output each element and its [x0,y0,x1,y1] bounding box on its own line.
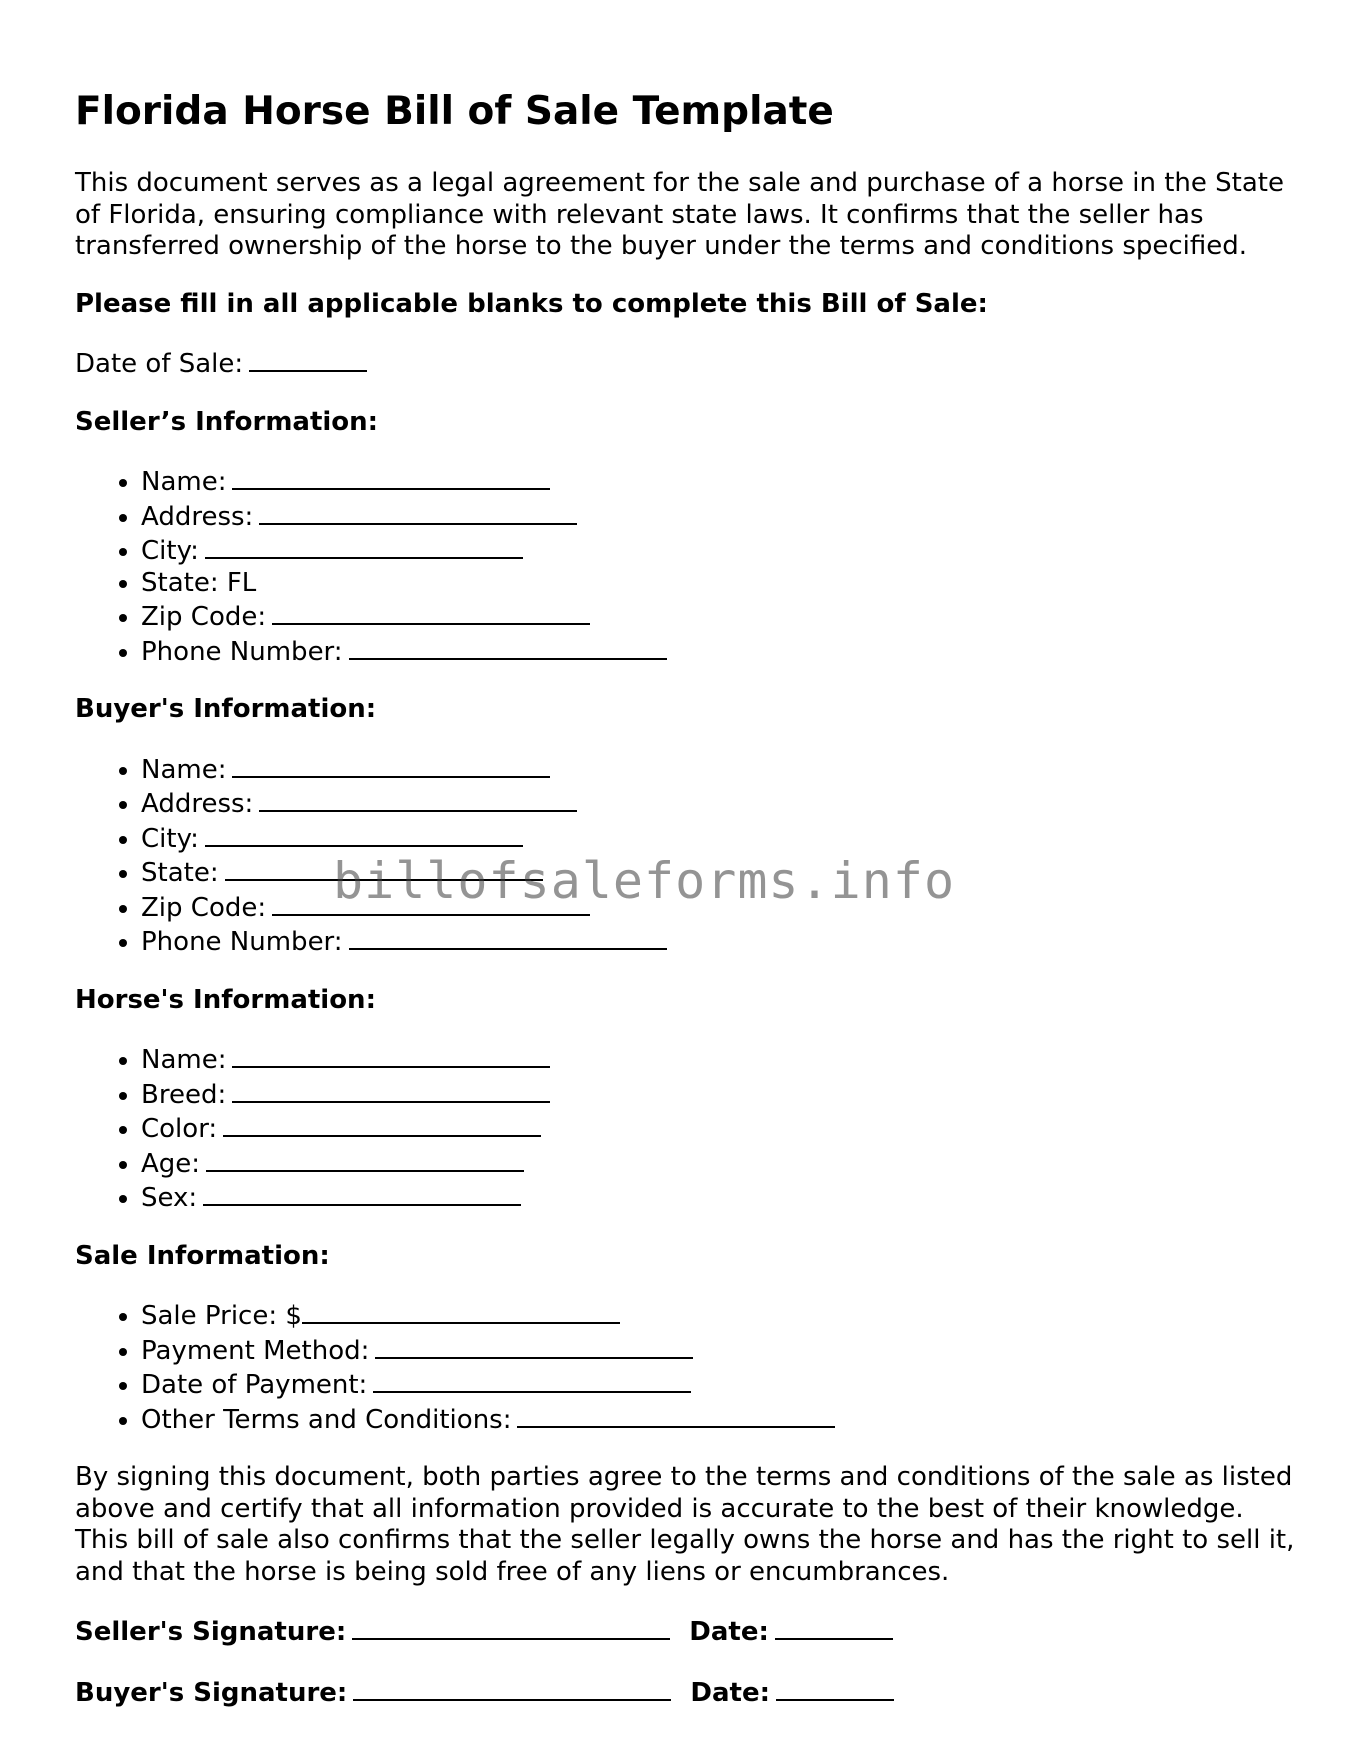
buyer-name-field[interactable] [232,752,550,778]
seller-date-label: Date: [689,1617,769,1647]
list-item [141,1298,1295,1333]
sale-price-field[interactable] [302,1298,620,1324]
horse-color-label: Color: [141,1114,218,1144]
seller-signature-line [75,1614,1295,1649]
seller-city-field[interactable] [205,533,523,559]
list-item [141,634,1295,669]
horse-breed-label: Breed: [141,1079,227,1110]
payment-date-field[interactable] [373,1367,691,1393]
list-item [141,499,1295,534]
buyer-name-label: Name: [141,754,227,785]
date-of-sale-line [75,346,1295,381]
seller-zip-field[interactable] [272,599,590,625]
list-item [141,1180,1295,1215]
sale-list [75,1298,1295,1436]
other-terms-field[interactable] [517,1402,835,1428]
list-item [141,599,1295,634]
list-item [141,752,1295,787]
horse-list [75,1042,1295,1215]
seller-signature-field[interactable] [352,1614,670,1640]
buyer-signature-label: Buyer's Signature: [75,1677,348,1708]
payment-method-field[interactable] [375,1333,693,1359]
seller-phone-label: Phone Number: [141,636,343,667]
horse-heading: Horse's Information: [75,984,376,1015]
sale-heading: Sale Information: [75,1240,330,1271]
buyer-city-label: City: [141,823,199,854]
list-item [141,1111,1295,1146]
buyer-phone-label: Phone Number: [141,927,343,957]
other-terms-label: Other Terms and Conditions: [141,1404,512,1435]
seller-date-field[interactable] [775,1614,893,1640]
list-item [141,568,1295,600]
seller-zip-label: Zip Code: [141,602,267,632]
horse-color-field[interactable] [223,1111,541,1137]
seller-address-label: Address: [141,501,254,532]
list-item [141,821,1295,856]
seller-list [75,464,1295,668]
list-item [141,924,1295,959]
buyer-city-field[interactable] [205,821,523,847]
buyer-address-label: Address: [141,789,254,819]
seller-address-field[interactable] [259,499,577,525]
horse-name-field[interactable] [232,1042,550,1068]
buyer-state-label: State: [141,858,219,888]
list-item [141,1077,1295,1112]
seller-name-label: Name: [141,467,227,497]
seller-name-field[interactable] [232,464,550,490]
page-title: Florida Horse Bill of Sale Template [75,89,834,134]
list-item [141,533,1295,568]
sale-price-label: Sale Price: $ [141,1301,302,1331]
watermark-text: billofsaleforms.info [333,852,956,910]
buyer-address-field[interactable] [259,786,577,812]
seller-state-label: State: FL [141,567,257,598]
date-of-sale-label: Date of Sale: [75,349,244,379]
document-page [75,88,1295,1735]
horse-breed-field[interactable] [232,1077,550,1103]
seller-phone-field[interactable] [349,634,667,660]
seller-city-label: City: [141,536,199,566]
buyer-date-label: Date: [690,1677,770,1708]
horse-sex-field[interactable] [203,1180,521,1206]
list-item [141,464,1295,499]
list-item [141,786,1295,821]
list-item [141,1146,1295,1181]
payment-method-label: Payment Method: [141,1335,370,1366]
intro-paragraph: This document serves as a legal agreement for the sale and purchase of a horse in the State of Florida, ensuring compliance with relevant state laws. It confirms that the seller has transferred ownership of the horse to the buyer under the terms and conditions specified. [75,168,1284,261]
buyer-date-field[interactable] [776,1675,894,1701]
date-of-sale-field[interactable] [249,346,367,372]
list-item [141,1402,1295,1437]
buyer-zip-label: Zip Code: [141,892,267,923]
buyer-signature-field[interactable] [353,1675,671,1701]
buyer-phone-field[interactable] [349,924,667,950]
instructions: Please fill in all applicable blanks to complete this Bill of Sale: [75,288,988,319]
seller-signature-label: Seller's Signature: [75,1617,347,1647]
horse-name-label: Name: [141,1045,227,1075]
list-item [141,1333,1295,1368]
buyer-signature-line [75,1675,1295,1710]
horse-age-field[interactable] [206,1146,524,1172]
payment-date-label: Date of Payment: [141,1370,368,1400]
list-item [141,1367,1295,1402]
horse-age-label: Age: [141,1148,201,1179]
list-item [141,1042,1295,1077]
agreement-paragraph: By signing this document, both parties agree to the terms and conditions of the sale as listed above and certify that all information provided is accurate to the best of their knowledge. This bill of sale also confirms that the seller legally owns the horse and has the right to sell it, and that the horse is being sold free of any liens or encumbrances. [75,1462,1295,1587]
buyer-heading: Buyer's Information: [75,694,377,724]
horse-sex-label: Sex: [141,1183,198,1213]
seller-heading: Seller’s Information: [75,406,379,437]
